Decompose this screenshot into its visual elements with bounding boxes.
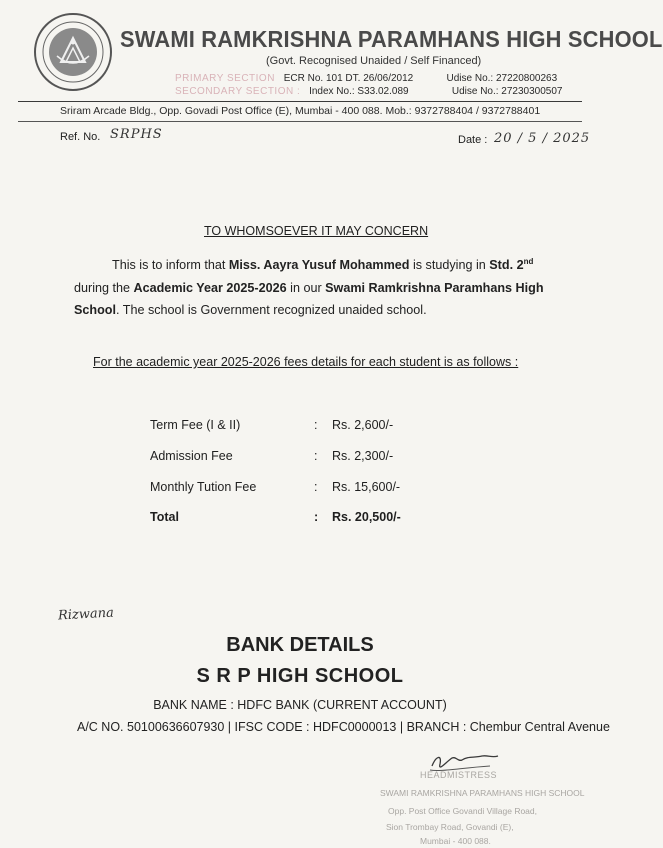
para-text: This is to inform that <box>112 258 229 273</box>
fee-total-amount: Rs. 20,500/- <box>332 510 401 524</box>
fee-amount: Rs. 2,600/- <box>332 418 394 432</box>
fee-total-label: Total <box>150 510 179 524</box>
bank-name: BANK NAME : HDFC BANK (CURRENT ACCOUNT) <box>153 698 447 712</box>
primary-section-label: PRIMARY SECTION <box>175 73 275 84</box>
stamp-line: HEADMISTRESS <box>420 770 498 780</box>
stamp-line: Sion Trombay Road, Govandi (E), <box>386 822 514 832</box>
letter-paragraph <box>74 251 564 322</box>
secondary-section-label: SECONDARY SECTION : <box>175 86 301 97</box>
para-text: in our <box>286 280 326 295</box>
ref-label: Ref. No. <box>60 131 101 143</box>
fee-amount: Rs. 2,300/- <box>332 449 394 463</box>
primary-udise: Udise No.: 27220800263 <box>446 73 558 84</box>
fee-row: Monthly Tution Fee : Rs. 15,600/- <box>150 480 401 494</box>
stamp-line: Opp. Post Office Govandi Village Road, <box>388 806 537 816</box>
fees-heading: For the academic year 2025-2026 fees details for each student is as follows : <box>93 355 519 369</box>
secondary-index: Index No.: S33.02.089 <box>309 86 409 97</box>
student-std: Std. 2nd <box>489 257 534 273</box>
fee-total-row: Total : Rs. 20,500/- <box>150 510 401 524</box>
bank-account-line: A/C NO. 50100636607930 | IFSC CODE : HDFC0000013 | BRANCH : Chembur Central Avenue <box>77 720 610 734</box>
stamp-line: SWAMI RAMKRISHNA PARAMHANS HIGH SCHOOL <box>380 788 585 798</box>
handwritten-note: Rizwana <box>57 605 115 624</box>
fee-label: Admission Fee <box>150 449 233 463</box>
fee-row: Admission Fee : Rs. 2,300/- <box>150 449 394 463</box>
fee-label: Term Fee (I & II) <box>150 418 241 432</box>
primary-ecr: ECR No. 101 DT. 26/06/2012 <box>283 73 414 84</box>
school-address: Sriram Arcade Bldg., Opp. Govadi Post Office (E), Mumbai - 400 088. Mob.: 9372788404 / 9372788401 <box>60 105 541 117</box>
academic-year: Academic Year 2025-2026 <box>133 280 287 295</box>
primary-section-row <box>175 73 557 84</box>
date-label: Date : <box>458 134 488 146</box>
stamp-line: Mumbai - 400 088. <box>420 836 491 846</box>
bank-school-name: S R P HIGH SCHOOL <box>196 665 404 687</box>
secondary-udise: Udise No.: 27230300507 <box>451 86 563 97</box>
para-text: during the <box>74 280 134 295</box>
school-name: SWAMI RAMKRISHNA PARAMHANS HIGH SCHOOL <box>120 26 663 52</box>
bank-details-title: BANK DETAILS <box>226 634 374 656</box>
header-divider <box>18 101 582 102</box>
address-divider <box>18 121 582 122</box>
para-text: is studying in <box>409 258 490 273</box>
para-text: . The school is Government recognized unaided school. <box>115 303 427 318</box>
school-name-bold: Swami Ramkrishna Paramhans High School <box>74 280 544 318</box>
fee-amount: Rs. 15,600/- <box>332 480 401 494</box>
secondary-section-row <box>175 86 562 97</box>
concern-heading: TO WHOMSOEVER IT MAY CONCERN <box>204 224 429 238</box>
fee-label: Monthly Tution Fee <box>150 480 257 494</box>
fee-row: Term Fee (I & II) : Rs. 2,600/- <box>150 418 394 432</box>
ref-value: SRPHS <box>110 127 163 142</box>
date-value: 20 / 5 / 2025 <box>494 131 591 146</box>
school-subtitle: (Govt. Recognised Unaided / Self Financed) <box>266 55 482 67</box>
school-logo-icon <box>33 12 113 92</box>
student-name: Miss. Aayra Yusuf Mohammed <box>228 258 410 273</box>
